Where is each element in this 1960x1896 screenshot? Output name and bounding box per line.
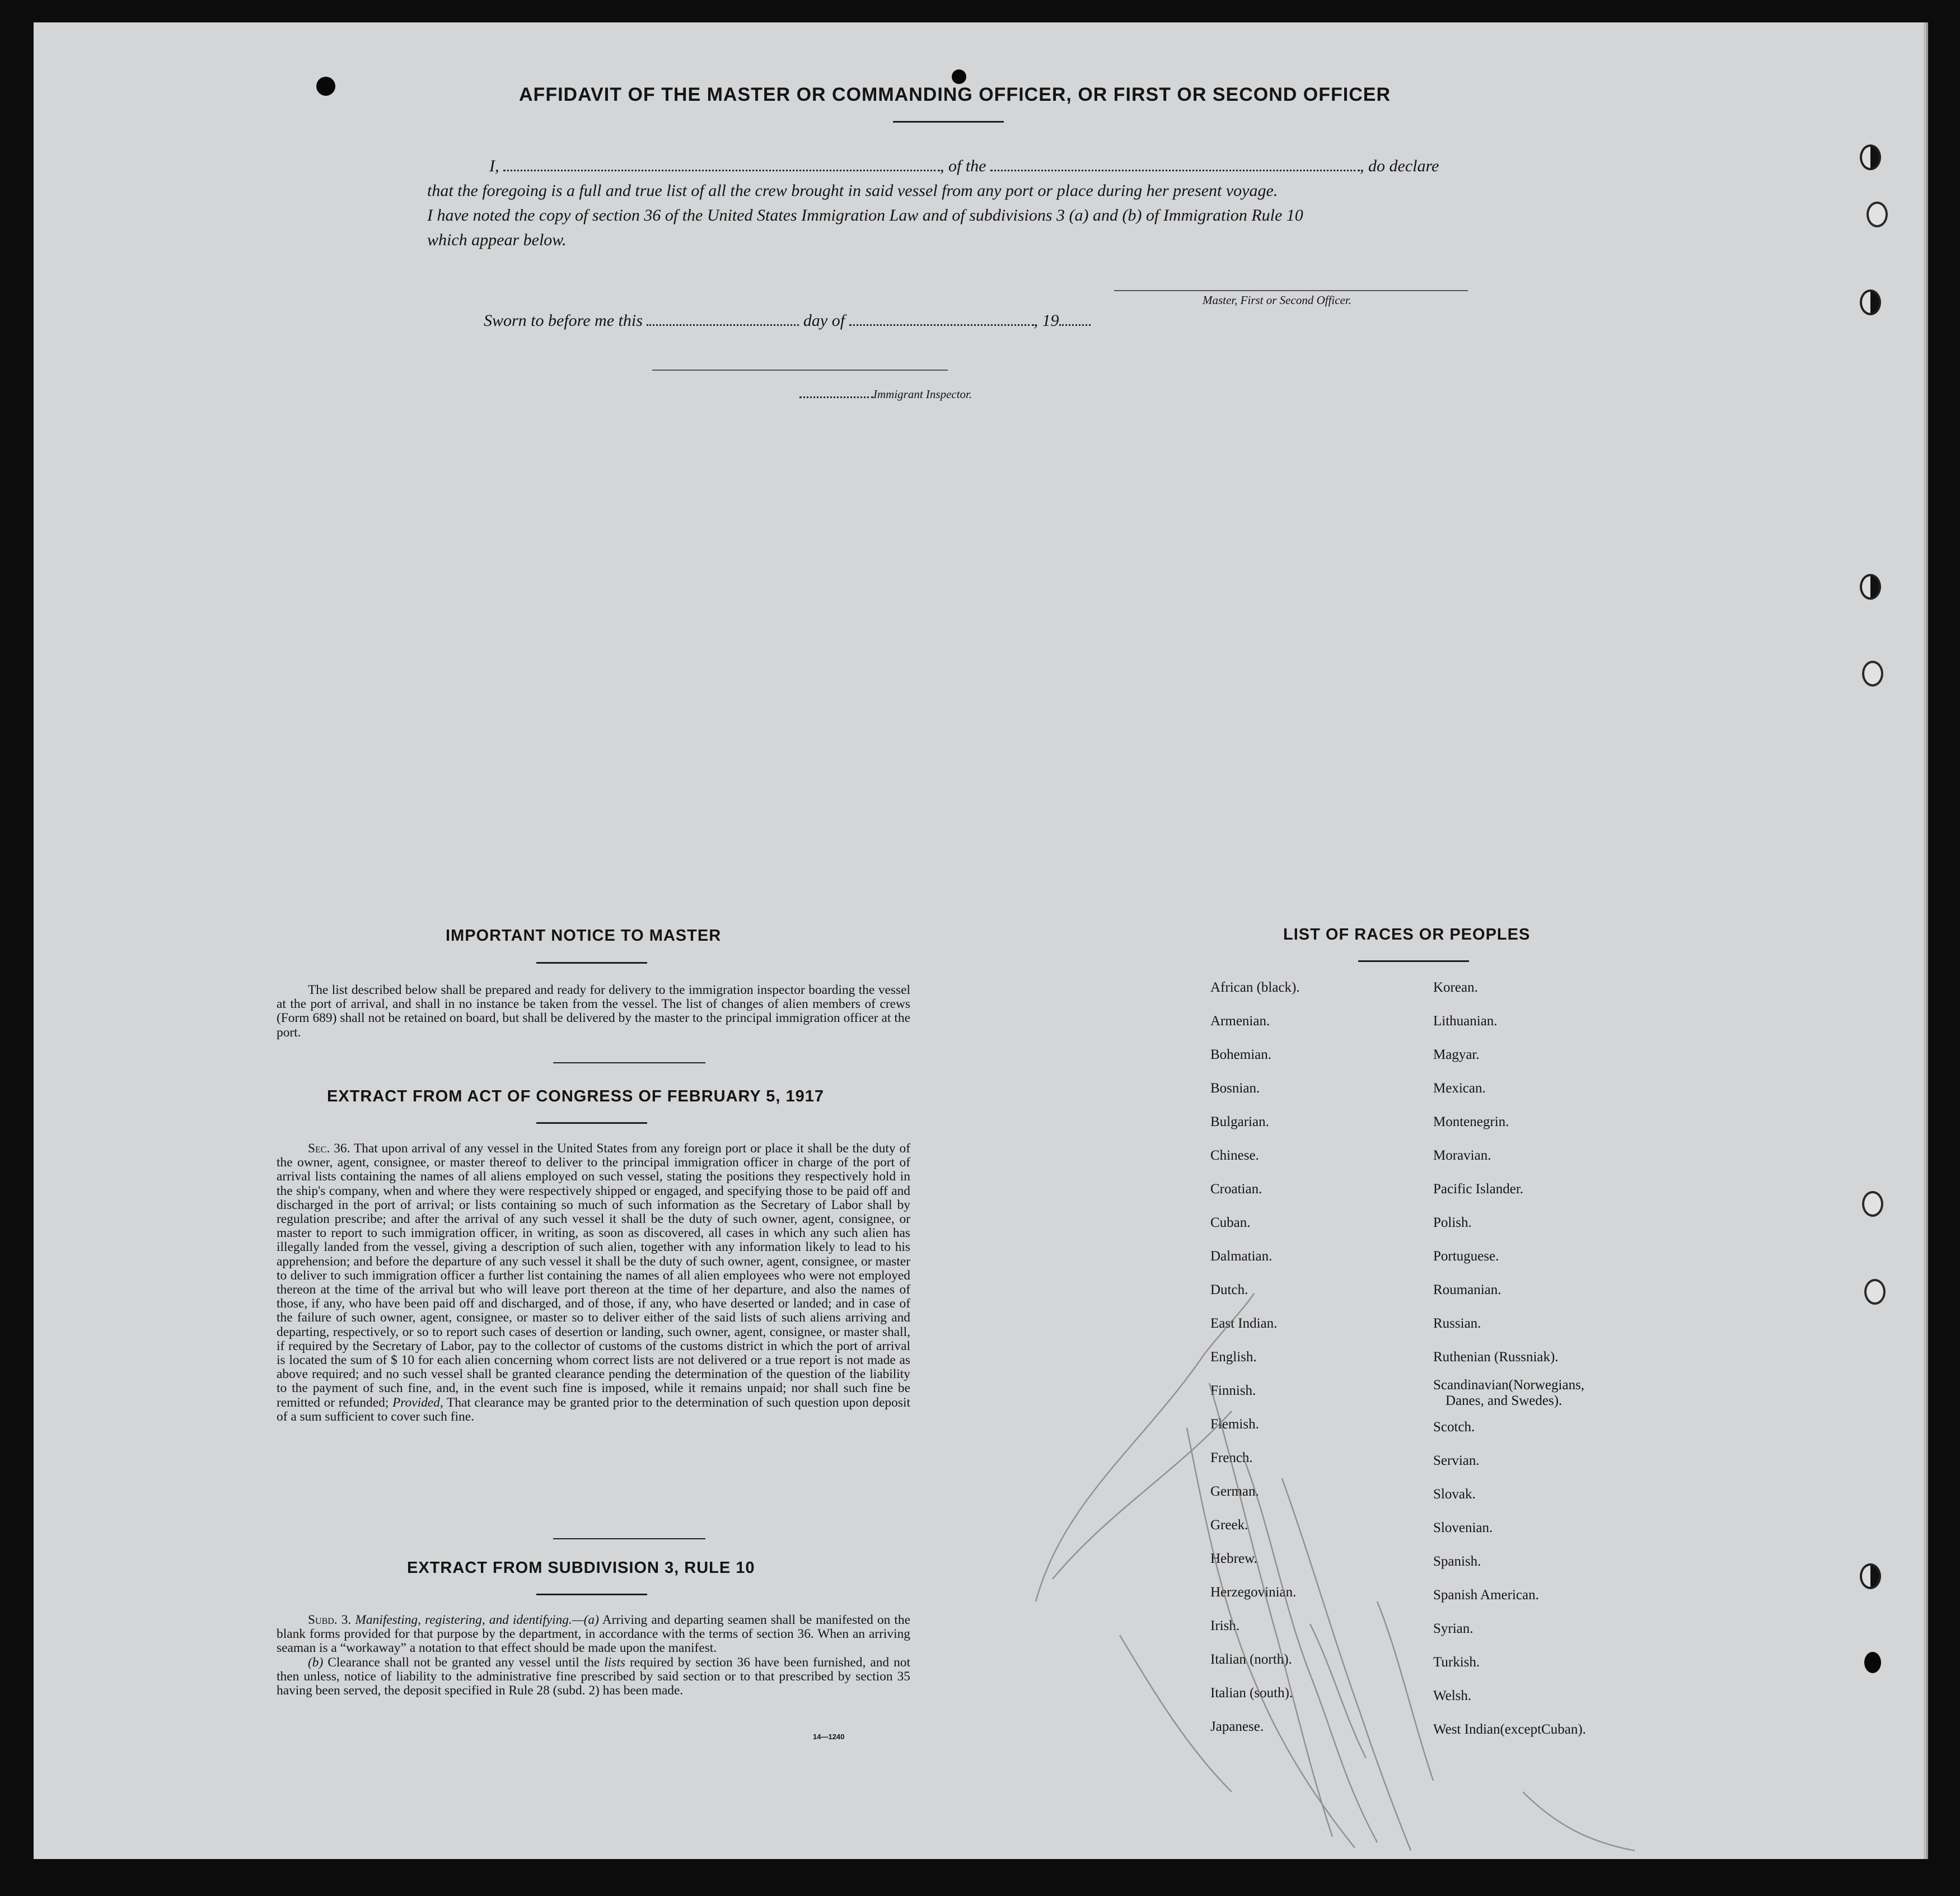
punch-hole	[1862, 1191, 1883, 1217]
month-blank[interactable]	[849, 312, 1034, 326]
race-item: Finnish.	[1210, 1383, 1256, 1398]
race-item: Roumanian.	[1433, 1282, 1501, 1297]
race-item: Bulgarian.	[1210, 1114, 1269, 1129]
race-item: Slovenian.	[1433, 1520, 1493, 1535]
divider	[536, 1594, 647, 1595]
race-item: French.	[1210, 1450, 1253, 1465]
punch-hole	[1862, 661, 1883, 687]
scandinavian-line2: Danes, and Swedes).	[1446, 1393, 1563, 1408]
punch-hole	[1860, 144, 1881, 170]
provided-word: Provided,	[392, 1395, 443, 1410]
vessel-blank[interactable]	[990, 157, 1360, 171]
race-item: East Indian.	[1210, 1316, 1278, 1331]
race-item: Italian (north).	[1210, 1652, 1292, 1667]
notice-title: IMPORTANT NOTICE TO MASTER	[446, 927, 722, 945]
race-item: Moravian.	[1433, 1148, 1491, 1163]
race-item: Montenegrin.	[1433, 1114, 1509, 1129]
punch-hole	[316, 77, 335, 96]
day-blank[interactable]	[647, 312, 799, 326]
affidavit-text-line: which appear below.	[427, 231, 567, 249]
divider	[893, 121, 1004, 123]
race-item: Syrian.	[1433, 1621, 1473, 1636]
race-item: Irish.	[1210, 1618, 1240, 1633]
race-item: West Indian(exceptCuban).	[1433, 1722, 1586, 1737]
punch-hole	[1864, 1279, 1886, 1305]
race-item: Lithuanian.	[1433, 1014, 1498, 1029]
divider	[553, 1062, 705, 1063]
race-item: Herzegovinian.	[1210, 1585, 1297, 1600]
race-item: Pacific Islander.	[1433, 1182, 1524, 1197]
race-item: Croatian.	[1210, 1182, 1262, 1197]
race-item: Turkish.	[1433, 1655, 1480, 1670]
race-item: Chinese.	[1210, 1148, 1259, 1163]
race-item: English.	[1210, 1349, 1257, 1365]
affidavit-text-line: that the foregoing is a full and true list of all the crew brought in said vessel from any port or place during her present voyage.	[427, 181, 1278, 200]
race-item: Ruthenian (Russniak).	[1433, 1349, 1559, 1365]
race-item: Welsh.	[1433, 1688, 1472, 1703]
para-b-part2: required by section 36 have been furnished, and not then unless, notice of liability to the administrative fine prescribed by said section or to that prescribed by section 35 having been served, the deposit specified in Rule 28 (subd. 2) has been made.	[277, 1655, 910, 1698]
lists-word: lists	[604, 1655, 625, 1670]
race-item: Magyar.	[1433, 1047, 1480, 1062]
notice-text: The list described below shall be prepared and ready for delivery to the immigration inspector boarding the vessel at the port of arrival, and shall in no instance be taken from the vessel. The list of changes of alien members of crews (Form 689) shall not be retained on board, but shall be delivered by the master to the principal immigration officer at the port.	[277, 983, 910, 1040]
subdivision-3-paragraph	[277, 1613, 910, 1698]
master-signature-line[interactable]	[1114, 290, 1468, 291]
race-item: Cuban.	[1210, 1215, 1251, 1230]
race-item: Spanish American.	[1433, 1587, 1539, 1603]
inspector-signature-line[interactable]	[652, 370, 948, 371]
do-declare-label: , do declare	[1360, 157, 1439, 175]
year-label: , 19	[1033, 311, 1059, 330]
subd-label: Subd. 3.	[308, 1613, 352, 1627]
notice-paragraph	[277, 983, 910, 1040]
sec-label: Sec. 36.	[308, 1141, 350, 1156]
race-item: Polish.	[1433, 1215, 1472, 1230]
para-b-part1: Clearance shall not be granted any vessel until the	[328, 1655, 600, 1670]
punch-hole	[1860, 574, 1881, 600]
sworn-line	[484, 311, 1091, 330]
i-label: I,	[489, 157, 499, 175]
races-title: LIST OF RACES OR PEOPLES	[1283, 926, 1531, 944]
year-blank[interactable]	[1059, 312, 1091, 326]
para-a: Arriving and departing seamen shall be manifested on the blank forms provided for that purpose by the department, in accordance with the terms of section 36. When an arriving seaman is a “workaway” a notation to that effect should be made upon the manifest.	[277, 1613, 910, 1656]
punch-hole	[1860, 289, 1881, 315]
sec-36-text: That upon arrival of any vessel in the United States from any foreign port or place it shall be the duty of the owner, agent, consignee, or master thereof to deliver to the principal immigration officer in charge of the port of arrival lists containing the names of all aliens employed on such vessel, stating the positions they respectively hold in the ship's company, when and where they were respectively shipped or engaged, and specifying those to be paid off and discharged in the port of arrival; or lists containing so much of such information as the Secretary of Labor shall by regulation prescribe; and after the arrival of any such vessel it shall be the duty of such owner, agent, consignee, or master to report to such immigration officer, in writing, as soon as discovered, all cases in which any such alien has illegally landed from the vessel, giving a description of such alien, together with any information likely to lead to his apprehension; and before the departure of any such vessel it shall be the duty of such owner, agent, consignee, or master to deliver to such immigration officer a further list containing the names of all alien employees who were not employed thereon at the time of the arrival but who will leave port thereon at the time of her departure, and also the names of those, if any, who have been paid off and discharged, and of those, if any, who have deserted or landed; and in case of the failure of such owner, agent, consignee, or master so to deliver either of the said lists of such aliens arriving and departing, respectively, or so to report such cases of desertion or landing, such owner, agent, consignee, or master shall, if required by the Secretary of Labor, pay to the collector of customs of the customs district in which the port of arrival is located the sum of $ 10 for each alien concerning whom correct lists are not delivered or a true report is not made as above required; and no such vessel shall be granted clearance pending the determination of the question of the liability to the payment of such fine, and, in the event such fine is imposed, while it remains unpaid; nor shall such fine be remitted or refunded;	[277, 1141, 910, 1410]
master-caption: Master, First or Second Officer.	[1203, 293, 1351, 307]
b-label: (b)	[308, 1655, 324, 1670]
race-item: Mexican.	[1433, 1081, 1486, 1096]
of-the-label: , of the	[940, 157, 986, 175]
race-item: Japanese.	[1210, 1719, 1264, 1734]
punch-hole	[952, 69, 966, 84]
subd-heading: Manifesting, registering, and identifying.—(a)	[355, 1613, 599, 1627]
punch-hole	[1867, 202, 1888, 227]
sec-36-text-end: That clearance may be granted prior to the determination of such question upon deposit of a sum sufficient to cover such fine.	[277, 1395, 910, 1424]
affidavit-title: AFFIDAVIT OF THE MASTER OR COMMANDING OFFICER, OR FIRST OR SECOND OFFICER	[519, 84, 1391, 105]
divider	[536, 962, 647, 964]
rule-extract-title: EXTRACT FROM SUBDIVISION 3, RULE 10	[407, 1559, 755, 1577]
day-of-label: day of	[803, 311, 845, 330]
race-item: Dutch.	[1210, 1282, 1248, 1297]
inspector-blank	[799, 387, 873, 398]
punch-hole	[1864, 1652, 1881, 1673]
race-item: Armenian.	[1210, 1014, 1270, 1029]
pencil-scribbles	[1019, 1288, 1663, 1853]
race-item: Greek.	[1210, 1517, 1248, 1533]
name-blank[interactable]	[503, 157, 940, 171]
race-item: Russian.	[1433, 1316, 1481, 1331]
race-item: Spanish.	[1433, 1554, 1481, 1569]
race-item: Bohemian.	[1210, 1047, 1272, 1062]
race-item: Servian.	[1433, 1453, 1480, 1468]
affidavit-declaration-line	[489, 157, 1439, 176]
race-item: Dalmatian.	[1210, 1249, 1273, 1264]
punch-hole	[1860, 1563, 1881, 1589]
inspector-caption-text: Immigrant Inspector.	[873, 387, 972, 401]
race-item: Portuguese.	[1433, 1249, 1499, 1264]
race-item: Bosnian.	[1210, 1081, 1260, 1096]
race-item: Italian (south).	[1210, 1685, 1293, 1701]
section-36-paragraph	[277, 1142, 910, 1424]
inspector-caption	[799, 387, 972, 401]
sworn-label: Sworn to before me this	[484, 311, 643, 330]
race-item: Korean.	[1433, 980, 1478, 995]
race-item: Scotch.	[1433, 1419, 1475, 1435]
race-item: Slovak.	[1433, 1487, 1476, 1502]
divider	[536, 1122, 647, 1124]
divider	[1358, 960, 1469, 962]
race-item: Hebrew.	[1210, 1551, 1257, 1566]
race-item: Flemish.	[1210, 1417, 1259, 1432]
race-item: German.	[1210, 1484, 1259, 1499]
form-number: 14—1240	[813, 1732, 845, 1741]
divider	[553, 1538, 705, 1539]
race-item: African (black).	[1210, 980, 1300, 995]
affidavit-text-line: I have noted the copy of section 36 of the United States Immigration Law and of subdivisions 3 (a) and (b) of Immigration Rule 10	[427, 206, 1303, 225]
scandinavian-line1: Scandinavian(Norwegians,	[1433, 1377, 1585, 1393]
page-fold	[1924, 22, 1925, 1859]
act-extract-title: EXTRACT FROM ACT OF CONGRESS OF FEBRUARY 5, 1917	[327, 1087, 825, 1105]
